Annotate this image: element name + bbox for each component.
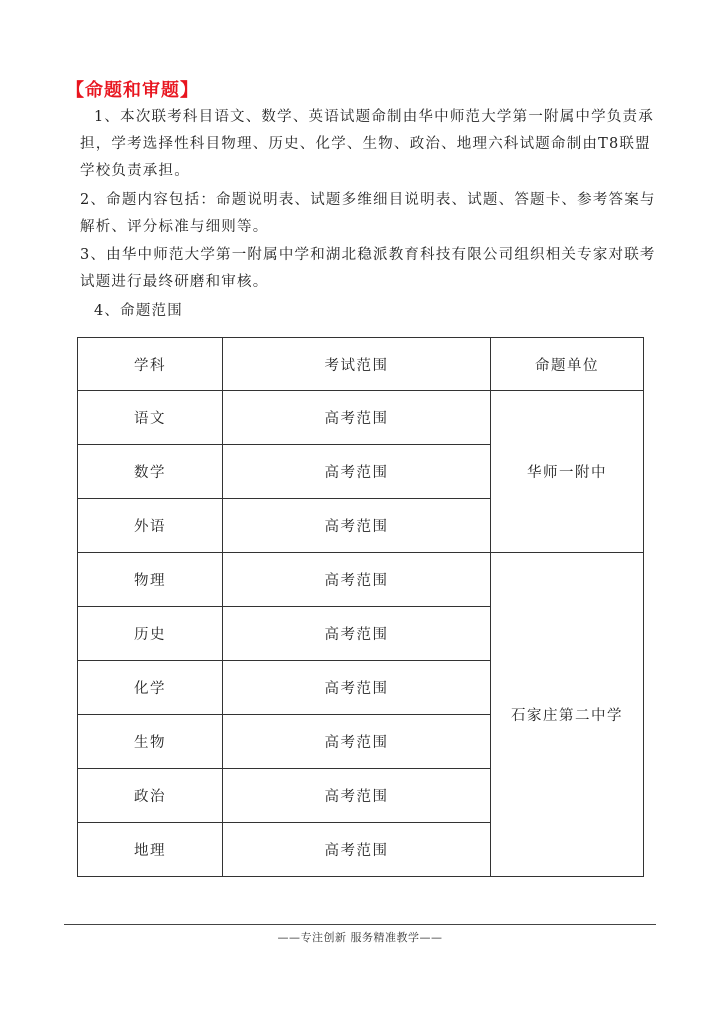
table-row bbox=[78, 553, 644, 607]
table-row bbox=[78, 391, 644, 445]
paragraph-3: 3、由华中师范大学第一附属中学和湖北稳派教育科技有限公司组织相关专家对联考试题进行最终研磨和审核。 bbox=[80, 247, 656, 290]
unit-cell: 华师一附中 bbox=[491, 391, 644, 553]
scope-cell: 高考范围 bbox=[223, 391, 491, 445]
subject-scope-table bbox=[77, 337, 644, 877]
subject-cell: 化学 bbox=[78, 661, 223, 715]
paragraph-1: 1、本次联考科目语文、数学、英语试题命制由华中师范大学第一附属中学负责承担，学考选择性科目物理、历史、化学、生物、政治、地理六科试题命制由T8联盟学校负责承担。 bbox=[80, 109, 654, 179]
subject-cell: 外语 bbox=[78, 499, 223, 553]
paragraph-4: 4、命题范围 bbox=[94, 303, 183, 319]
scope-cell: 高考范围 bbox=[223, 445, 491, 499]
unit-cell: 石家庄第二中学 bbox=[491, 553, 644, 877]
header-scope: 考试范围 bbox=[223, 338, 491, 391]
scope-cell: 高考范围 bbox=[223, 607, 491, 661]
scope-cell: 高考范围 bbox=[223, 661, 491, 715]
subject-cell: 地理 bbox=[78, 823, 223, 877]
table-header-row bbox=[78, 338, 644, 391]
header-subject: 学科 bbox=[78, 338, 223, 391]
scope-cell: 高考范围 bbox=[223, 715, 491, 769]
header-unit: 命题单位 bbox=[491, 338, 644, 391]
scope-cell: 高考范围 bbox=[223, 499, 491, 553]
footer-slogan: ——专注创新 服务精准教学—— bbox=[277, 931, 443, 944]
subject-cell: 历史 bbox=[78, 607, 223, 661]
scope-cell: 高考范围 bbox=[223, 823, 491, 877]
subject-cell: 语文 bbox=[78, 391, 223, 445]
footer-divider bbox=[64, 924, 656, 925]
subject-cell: 生物 bbox=[78, 715, 223, 769]
scope-cell: 高考范围 bbox=[223, 769, 491, 823]
section-title: 【命题和审题】 bbox=[66, 80, 199, 101]
paragraph-2: 2、命题内容包括：命题说明表、试题多维细目说明表、试题、答题卡、参考答案与解析、评分标准与细则等。 bbox=[80, 192, 656, 235]
subject-cell: 数学 bbox=[78, 445, 223, 499]
subject-cell: 物理 bbox=[78, 553, 223, 607]
subject-cell: 政治 bbox=[78, 769, 223, 823]
scope-cell: 高考范围 bbox=[223, 553, 491, 607]
